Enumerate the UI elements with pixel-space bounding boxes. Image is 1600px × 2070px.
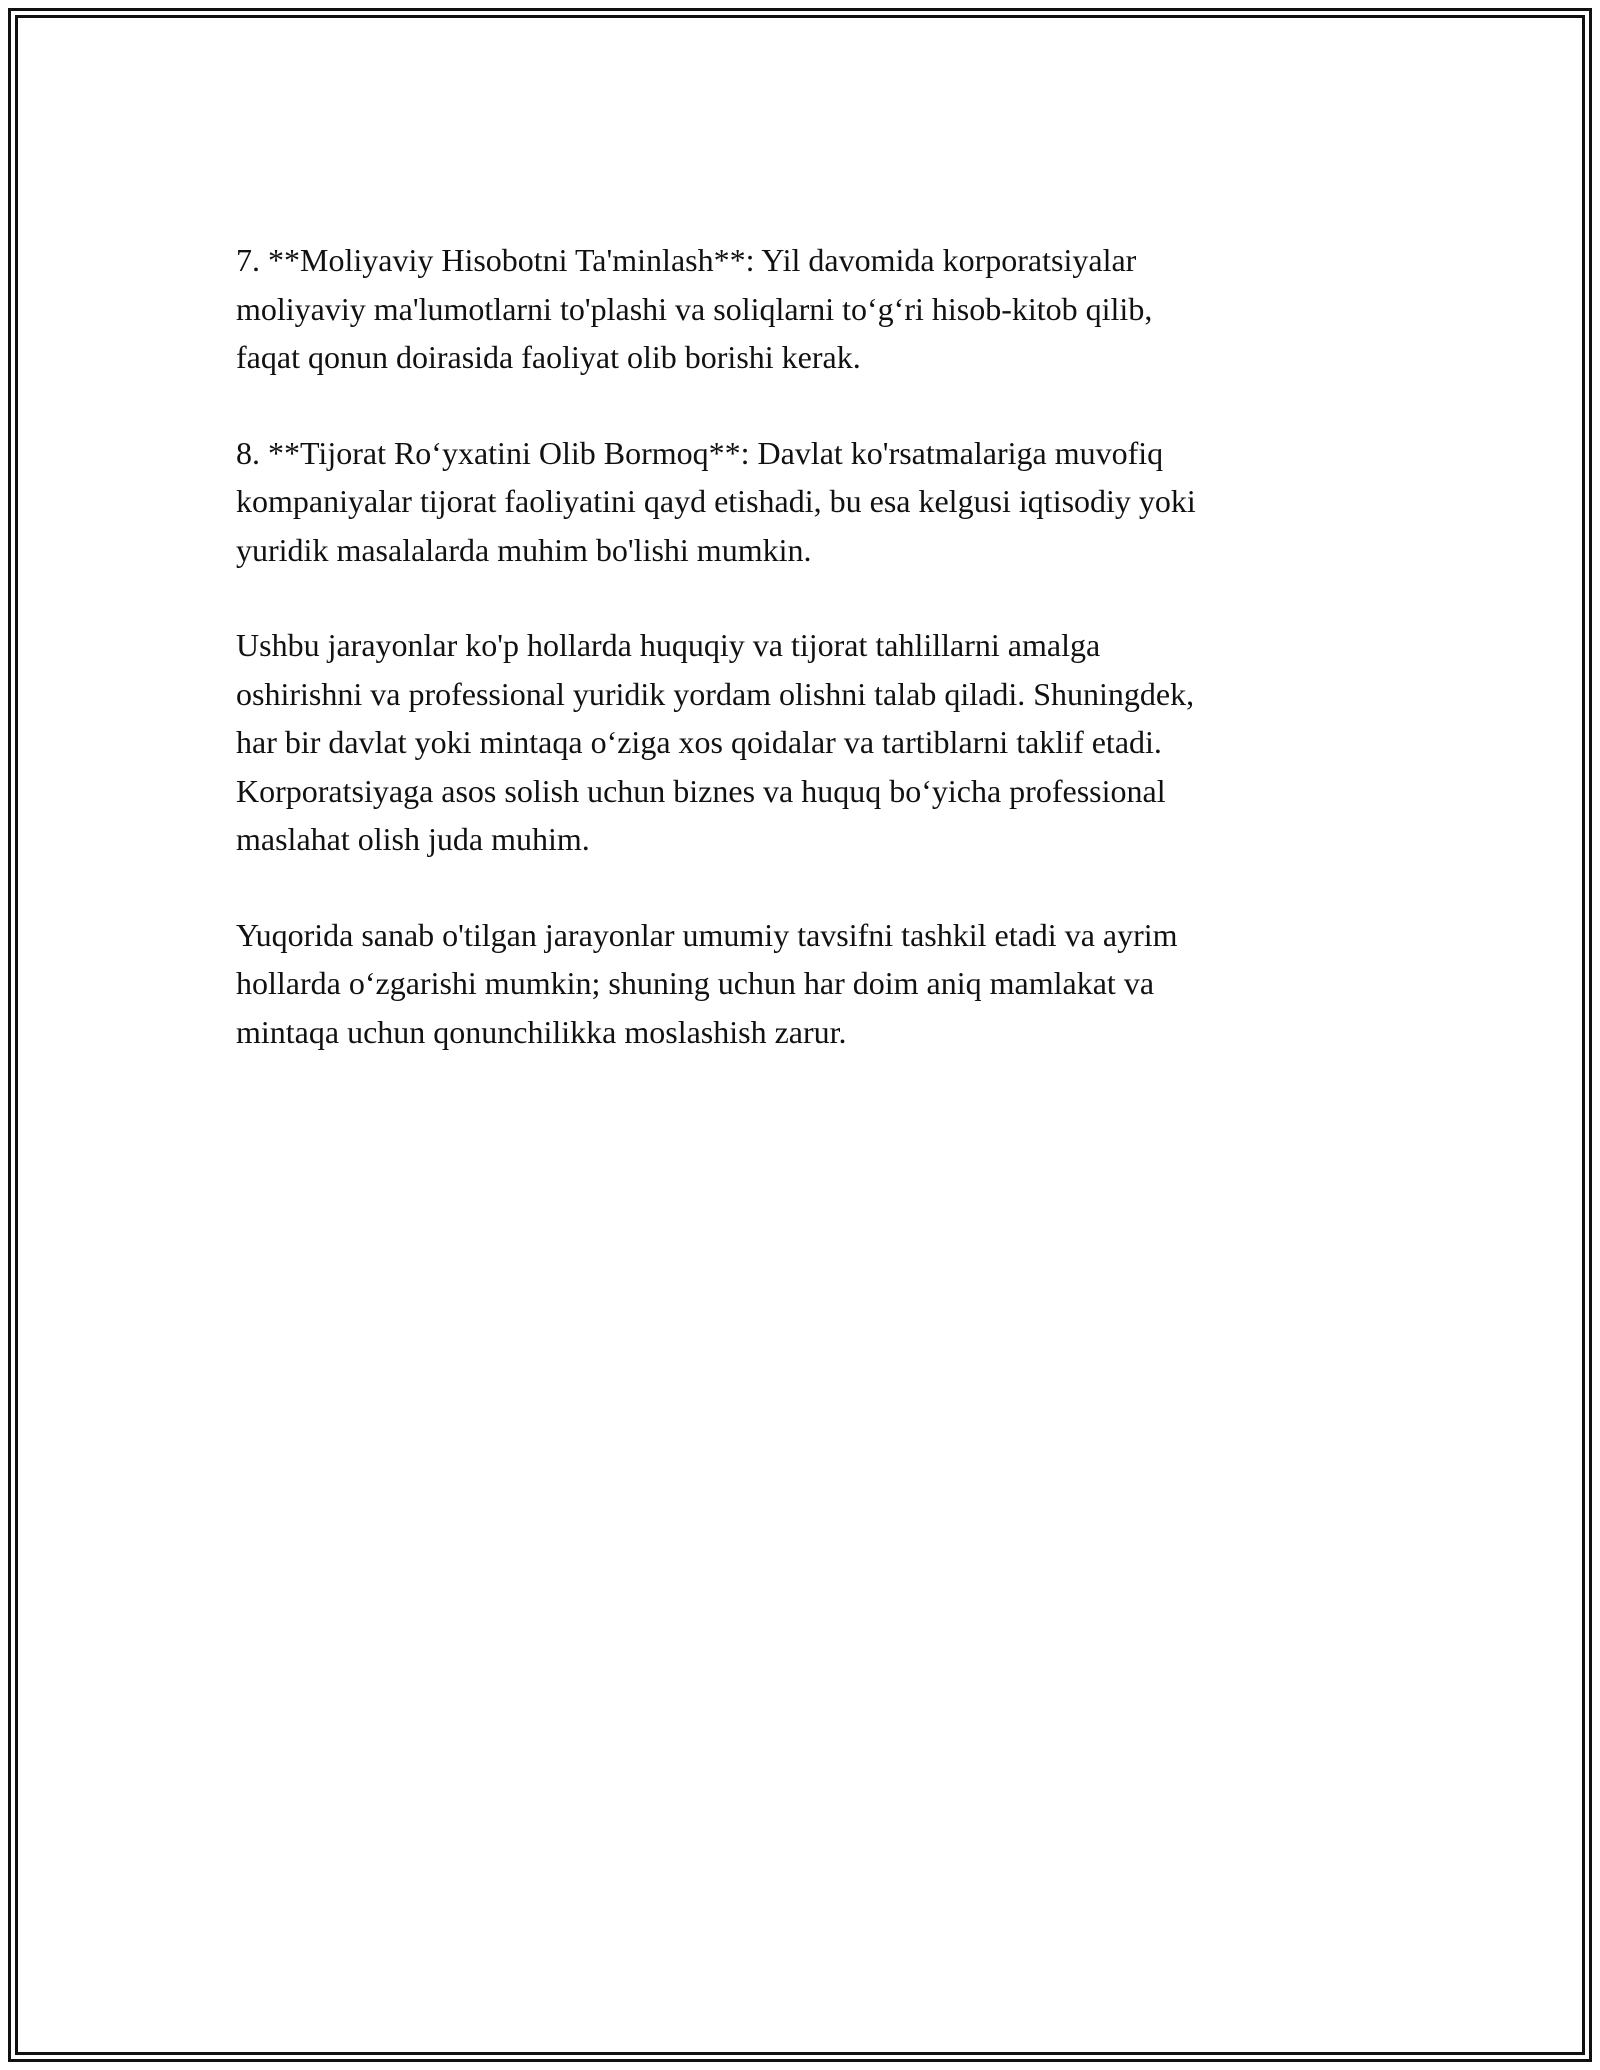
paragraph-financial-reporting: 7. **Moliyaviy Hisobotni Ta'minlash**: Yil davomida korporatsiyalar moliyaviy ma'lumotlarni to'plashi va soliqlarni to‘g‘ri hisob-kitob qilib, faqat qonun doirasida faoliyat olib borishi kerak. bbox=[236, 242, 1153, 375]
paragraph-commercial-registration: 8. **Tijorat Ro‘yxatini Olib Bormoq**: Davlat ko'rsatmalariga muvofiq kompaniyalar tijorat faoliyatini qayd etishadi, bu esa kelgusi iqtisodiy yoki yuridik masalalarda muhim bo'lishi mumkin. bbox=[236, 434, 1196, 568]
paragraph-legal-assistance: Ushbu jarayonlar ko'p hollarda huquqiy va tijorat tahlillarni amalga oshirishni va professional yuridik yordam olishni talab qiladi. Shuningdek, har bir davlat yoki mintaqa o‘ziga xos qoidalar va tartiblarni taklif etadi. Korporatsiyaga asos solish uchun biznes va huquq bo‘yicha professional maslahat olish juda muhim. bbox=[236, 627, 1195, 857]
paragraph-general-description: Yuqorida sanab o'tilgan jarayonlar umumiy tavsifni tashkil etadi va ayrim hollarda o‘zgarishi mumkin; shuning uchun har doim aniq mamlakat va mintaqa uchun qonunchilikka moslashish zarur. bbox=[236, 916, 1178, 1050]
document-body bbox=[236, 236, 1356, 1103]
